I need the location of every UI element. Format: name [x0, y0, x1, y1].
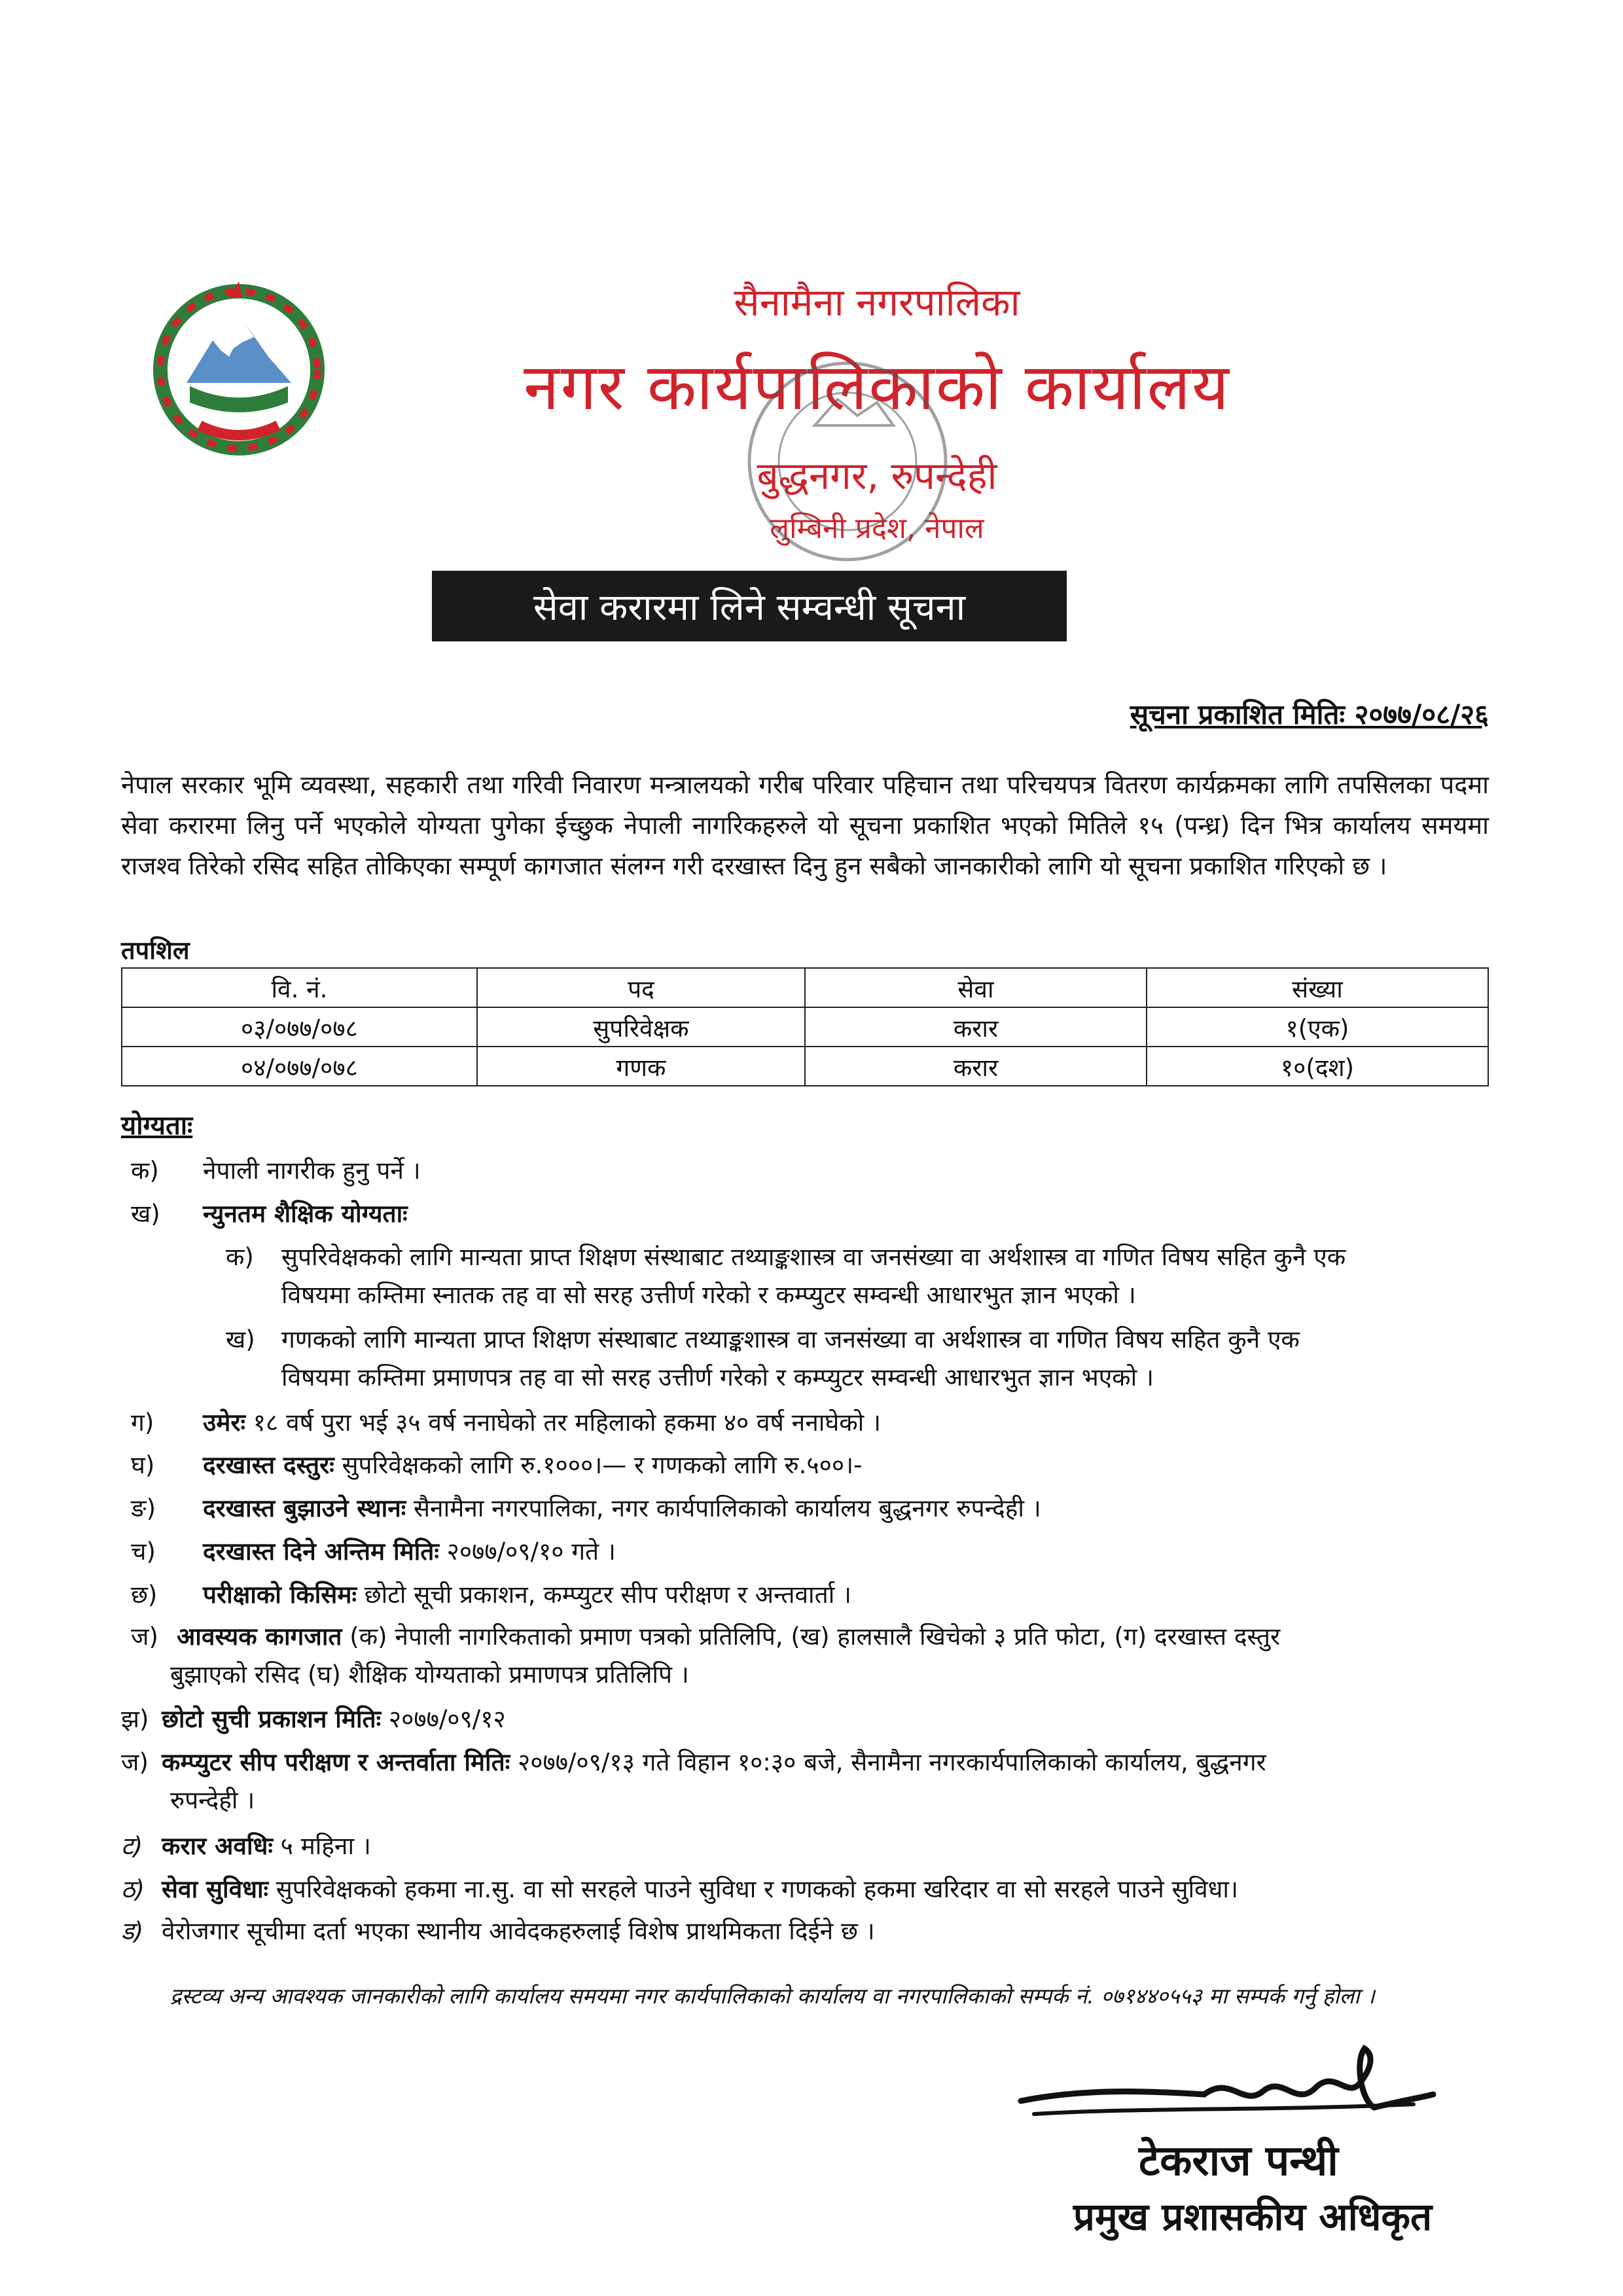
list-text: सुपरिवेक्षकको लागि रु.१०००।— र गणकको लागि रु.५००।-: [342, 1451, 863, 1479]
list-text: १८ वर्ष पुरा भई ३५ वर्ष ननाघेको तर महिलाको हकमा ४० वर्ष ननाघेको ।: [253, 1408, 881, 1437]
list-label: करार अवधिः: [162, 1832, 273, 1860]
list-item: [121, 1912, 875, 1950]
list-item: [131, 1446, 862, 1484]
qualifications-heading: योग्यताः: [121, 1111, 193, 1141]
list-item: [226, 1321, 1489, 1397]
vacancy-table: [121, 967, 1489, 1086]
table-cell: ०४/०७७/०७८: [122, 1047, 477, 1086]
list-marker: ट): [121, 1832, 143, 1860]
list-marker: ग): [131, 1408, 154, 1437]
publish-date: सूचना प्रकाशित मितिः २०७७/०८/२६: [1130, 698, 1489, 730]
list-item: [131, 1618, 1492, 1694]
list-marker: ङ): [131, 1494, 156, 1522]
list-marker: क): [226, 1243, 254, 1271]
table-cell: १(एक): [1147, 1007, 1488, 1047]
list-item: [226, 1238, 1489, 1314]
list-marker: घ): [131, 1451, 155, 1479]
table-cell: गणक: [477, 1047, 805, 1086]
list-marker: झ): [121, 1705, 149, 1733]
list-item: [131, 1576, 851, 1614]
list-item: [121, 1700, 506, 1738]
list-marker: क): [131, 1157, 159, 1185]
list-text: नेपाली नागरीक हुनु पर्ने ।: [203, 1157, 421, 1185]
table-header-cell: संख्या: [1147, 968, 1488, 1007]
table-row: [122, 1007, 1488, 1047]
table-cell: सुपरिवेक्षक: [477, 1007, 805, 1047]
list-item: [131, 1533, 616, 1571]
details-label: तपशिल: [121, 936, 190, 965]
list-text: सुपरिवेक्षकको लागि मान्यता प्राप्त शिक्षण संस्थाबाट तथ्याङ्कशास्त्र वा जनसंख्या वा अर्थशास्त्र वा गणित विषय सहित कुनै एक: [281, 1243, 1346, 1271]
table-cell: १०(दश): [1147, 1047, 1488, 1086]
table-cell: ०३/०७७/०७८: [122, 1007, 477, 1047]
list-text: बुझाएको रसिद (घ) शैक्षिक योग्यताको प्रमाणपत्र प्रतिलिपि ।: [170, 1660, 689, 1689]
table-header-cell: वि. नं.: [122, 968, 477, 1007]
notice-title: सेवा करारमा लिने सम्वन्धी सूचना: [432, 571, 1067, 641]
intro-paragraph: नेपाल सरकार भूमि व्यवस्था, सहकारी तथा गरिवी निवारण मन्त्रालयको गरीब परिवार पहिचान तथा परिचयपत्र वितरण कार्यक्रमका लागि तपसिलका पदमा सेवा करारमा लिनु पर्ने भएकोले योग्यता पुगेका ईच्छुक नेपाली नागरिकहरुले यो सूचना प्रकाशित भएको मितिले १५ (पन्ध्र) दिन भित्र कार्यालय समयमा राजश्व तिरेको रसिद सहित तोकिएका सम्पूर्ण कागजात संलग्न गरी दरखास्त दिनु हुन सबैको जानकारीको लागि यो सूचना प्रकाशित गरिएको छ ।: [121, 770, 1489, 880]
list-item: [131, 1195, 408, 1233]
list-text: विषयमा कम्तिमा स्नातक तह वा सो सरह उत्तीर्ण गरेको र कम्प्युटर सम्वन्धी आधारभुत ज्ञान भएको ।: [281, 1281, 1136, 1309]
table-header-row: [122, 968, 1488, 1007]
list-label: उमेरः: [203, 1408, 246, 1437]
list-marker: ड): [121, 1917, 144, 1945]
table-header-cell: पद: [477, 968, 805, 1007]
list-label: सेवा सुविधाः: [162, 1875, 269, 1903]
list-label: दरखास्त बुझाउने स्थानः: [203, 1494, 406, 1522]
list-item: [121, 1871, 1238, 1909]
list-text: विषयमा कम्तिमा प्रमाणपत्र तह वा सो सरह उत्तीर्ण गरेको र कम्प्युटर सम्वन्धी आधारभुत ज्ञान भएको ।: [281, 1363, 1154, 1391]
list-label: दरखास्त दस्तुरः: [203, 1451, 334, 1479]
municipality-name: सैनामैना नगरपालिका: [734, 280, 1020, 325]
list-text: २०७७/०९/१३ गते विहान १०:३० बजे, सैनामैना नगरकार्यपालिकाको कार्यालय, बुद्धनगर: [517, 1748, 1266, 1776]
table-cell: करार: [805, 1047, 1147, 1086]
list-marker: ख): [226, 1325, 255, 1354]
footnote: द्रस्टव्य अन्य आवश्यक जानकारीको लागि कार्यालय समयमा नगर कार्यपालिकाको कार्यालय वा नगरपालिकाको सम्पर्क नं. ०७१४४०५५३ मा सम्पर्क गर्नु होला ।: [170, 1983, 1375, 2009]
list-marker: ज): [131, 1623, 158, 1651]
list-text: सुपरिवेक्षकको हकमा ना.सु. वा सो सरहले पाउने सुविधा र गणकको हकमा खरिदार वा सो सरहले पाउने सुविधा।: [276, 1875, 1239, 1903]
table-cell: करार: [805, 1007, 1147, 1047]
list-marker: च): [131, 1537, 156, 1566]
list-label: छोटो सुची प्रकाशन मितिः: [162, 1705, 382, 1733]
office-address: बुद्धनगर, रुपन्देही: [757, 454, 997, 498]
table-header-cell: सेवा: [805, 968, 1147, 1007]
list-label: आवस्यक कागजात: [177, 1623, 342, 1651]
province-name: लुम्बिनी प्रदेश, नेपाल: [770, 512, 984, 545]
signatory-name: टेकराज पन्थी: [1139, 2137, 1338, 2185]
list-text: वेरोजगार सूचीमा दर्ता भएका स्थानीय आवेदकहरुलाई विशेष प्राथमिकता दिईने छ ।: [162, 1917, 875, 1945]
list-label: परीक्षाको किसिमः: [203, 1581, 357, 1609]
list-text: ५ महिना ।: [280, 1832, 371, 1860]
office-name: नगर कार्यपालिकाको कार्यालय: [524, 350, 1230, 425]
list-text: २०७७/०९/१० गते ।: [446, 1537, 616, 1566]
list-label: दरखास्त दिने अन्तिम मितिः: [203, 1537, 439, 1566]
list-item: [121, 1744, 1489, 1820]
list-label: न्युनतम शैक्षिक योग्यताः: [203, 1200, 408, 1228]
list-label: कम्प्युटर सीप परीक्षण र अन्तर्वाता मितिः: [162, 1748, 510, 1776]
office-stamp-icon: [740, 353, 955, 569]
list-text: सैनामैना नगरपालिका, नगर कार्यपालिकाको कार्यालय बुद्धनगर रुपन्देही ।: [414, 1494, 1041, 1522]
list-item: [131, 1404, 881, 1442]
list-marker: छ): [131, 1581, 158, 1609]
table-row: [122, 1047, 1488, 1086]
list-text: २०७७/०९/१२: [388, 1705, 506, 1733]
list-text: रुपन्देही ।: [170, 1786, 255, 1814]
list-item: [121, 1827, 371, 1865]
list-marker: ठ): [121, 1875, 145, 1903]
list-text: छोटो सूची प्रकाशन, कम्प्युटर सीप परीक्षण र अन्तवार्ता ।: [364, 1581, 852, 1609]
list-item: [131, 1152, 421, 1190]
signatory-title: प्रमुख प्रशासकीय अधिकृत: [1073, 2195, 1433, 2239]
list-text: (क) नेपाली नागरिकताको प्रमाण पत्रको प्रतिलिपि, (ख) हालसालै खिचेको ३ प्रति फोटा, (ग) दरखास्त दस्तुर: [349, 1623, 1281, 1651]
list-item: [131, 1490, 1041, 1528]
list-text: गणकको लागि मान्यता प्राप्त शिक्षण संस्थाबाट तथ्याङ्कशास्त्र वा जनसंख्या वा अर्थशास्त्र वा गणित विषय सहित कुनै एक: [281, 1325, 1300, 1354]
list-marker: ज): [121, 1748, 149, 1776]
list-marker: ख): [131, 1200, 160, 1228]
